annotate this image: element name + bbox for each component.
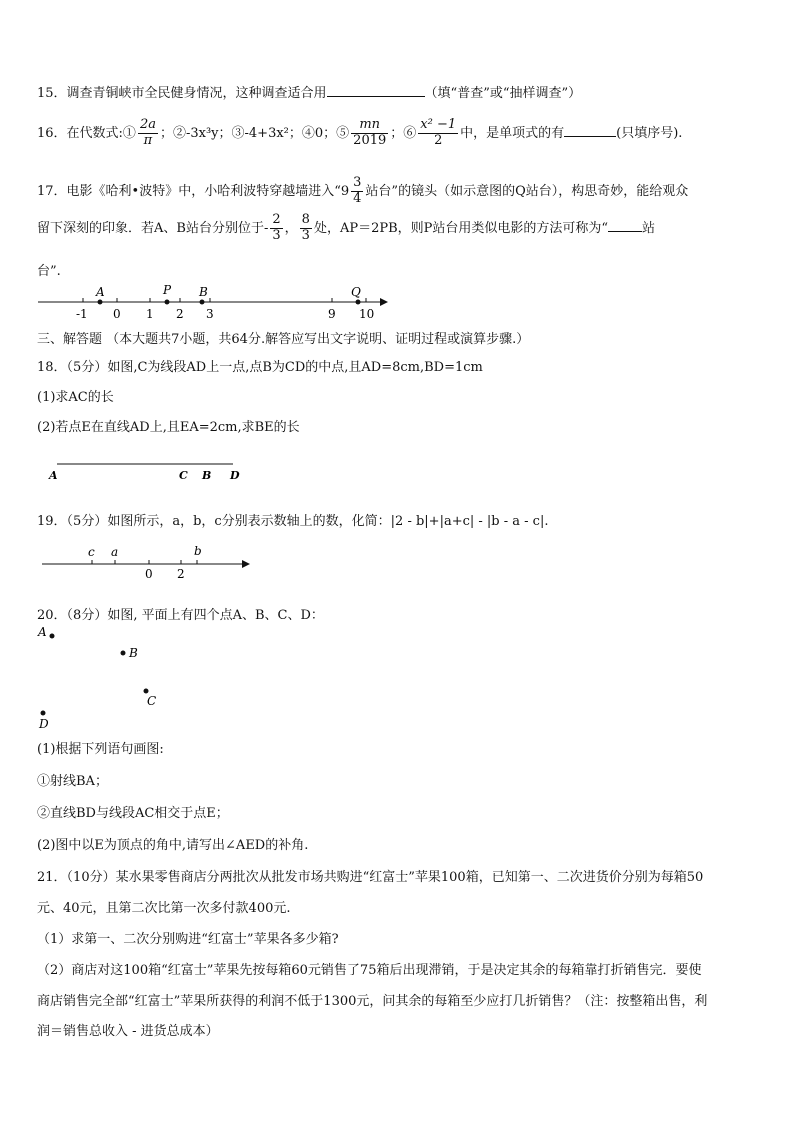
question-20: 20．（8分）如图, 平面上有四个点A、B、C、D： — [37, 608, 324, 623]
fraction-1: $\frac{2a}{\pi}$ — [139, 117, 156, 148]
point-q — [356, 300, 361, 305]
point-c — [144, 689, 149, 694]
question-18: 18．（5分）如图,C为线段AD上一点,点B为CD的中点,且AD=8cm,BD=1cm — [37, 360, 483, 375]
mixed-number-whole: 9 — [340, 183, 350, 199]
tick-label: 1 — [146, 307, 154, 321]
tick-label: 10 — [359, 307, 375, 321]
fraction-a: $\frac{2}{3}$ — [272, 212, 281, 243]
point-b — [121, 651, 126, 656]
answer-blank — [327, 84, 425, 97]
question-16: 16．在代数式:① $\frac{2a}{\pi}$ ；②-3x³y；③-4+3x²；④0；⑤ $\frac{mn}{2019}$ ；⑥ $\frac{\text{x² −1}}{2}$ 中，是单项式的有 (只填序号). — [37, 117, 683, 148]
label-q: Q — [351, 285, 361, 299]
q16-prefix: 16．在代数式:① — [37, 125, 136, 141]
q20-item-1: ①射线BA； — [37, 774, 108, 789]
tick-label: 3 — [206, 307, 214, 321]
label-c: C — [147, 694, 157, 708]
question-19: 19．（5分）如图所示，a，b，c分别表示数轴上的数，化简：|2 - b|+|a+c| - |b - a - c|. — [37, 514, 549, 529]
ticks — [83, 298, 366, 302]
label-b: B — [199, 285, 208, 299]
fraction-6: $\frac{\text{x² −1}}{2}$ — [420, 117, 457, 148]
q18-sub-2: (2)若点E在直线AD上,且EA=2cm,求BE的长 — [37, 420, 300, 435]
number-line-q19 — [38, 540, 258, 582]
q18-sub-1: (1)求AC的长 — [37, 390, 114, 405]
ticks — [92, 560, 197, 564]
label-a: A — [38, 625, 47, 639]
label-a: a — [111, 545, 119, 559]
question-21-line-1: 21．（10分）某水果零售商店分两批次从批发市场共购进“红富士”苹果100箱，已知第一、二次进货价分别为每箱50 — [37, 870, 704, 885]
point-b — [200, 300, 205, 305]
q21-sub-1: （1）求第一、二次分别购进“红富士”苹果各多少箱? — [37, 932, 339, 947]
point-d — [41, 711, 46, 716]
number-line-q17 — [30, 280, 400, 325]
question-21-line-2: 元、40元，且第二次比第一次多付款400元. — [37, 901, 291, 916]
question-15 — [37, 82, 581, 101]
q20-item-2: ②直线BD与线段AC相交于点E； — [37, 806, 229, 821]
label-d: D — [230, 469, 240, 482]
q21-sub-2-line-3: 润＝销售总收入 - 进货总成本） — [37, 1024, 219, 1039]
points-figure-q20 — [30, 622, 180, 734]
point-a — [50, 634, 55, 639]
fraction-b: $\frac{8}{3}$ — [301, 212, 310, 243]
question-17-line-1: 17．电影《哈利•波特》中，小哈利波特穿越墙进入“9 $\frac{3}{4}$ 站台”的镜头（如示意图的Q站台），构思奇妙，能给观众 — [37, 175, 689, 206]
label-a: A — [96, 285, 105, 299]
point-a — [98, 300, 103, 305]
label-b: b — [194, 544, 202, 558]
answer-blank — [608, 219, 642, 232]
label-b: B — [129, 646, 138, 660]
tick-label: 9 — [328, 307, 336, 321]
tick-label: 2 — [176, 307, 184, 321]
label-d: D — [39, 717, 49, 731]
label-a: A — [49, 469, 58, 482]
label-c: C — [179, 469, 188, 482]
section-heading: 三、解答题 （本大题共7小题，共64分.解答应写出文字说明、证明过程或演算步骤.） — [37, 332, 530, 347]
tick-label-2: 2 — [177, 567, 185, 581]
point-p — [165, 300, 170, 305]
tick-label-0: 0 — [145, 567, 153, 581]
tick-label: 0 — [113, 307, 121, 321]
q15-hint: （填“普查”或“抽样调查”） — [424, 86, 582, 101]
q21-sub-2-line-1: （2）商店对这100箱“红富士”苹果先按每箱60元销售了75箱后出现滞销，于是决定其余的每箱靠打折销售完．要使 — [37, 963, 702, 978]
q20-sub-1: (1)根据下列语句画图: — [37, 742, 164, 757]
q15-text: 15．调查青铜峡市全民健身情况，这种调查适合用 — [37, 86, 327, 101]
label-c: c — [88, 545, 95, 559]
label-p: P — [163, 283, 172, 297]
question-17-line-2: 留下深刻的印象．若A、B站台分别位于- $\frac{2}{3}$ ， $\frac{8}{3}$ 处，AP＝2PB，则P站台用类似电影的方法可称为“ 站 — [37, 212, 656, 243]
answer-blank — [564, 124, 616, 137]
label-b: B — [202, 469, 212, 482]
arrow-head — [380, 298, 388, 306]
question-17-line-3: 台”. — [37, 264, 61, 279]
q20-sub-2: (2)图中以E为顶点的角中,请写出∠AED的补角. — [37, 838, 309, 853]
arrow-head — [242, 560, 250, 568]
tick-label: -1 — [76, 307, 88, 321]
segment-figure-q18 — [40, 455, 250, 487]
mixed-number-fraction: $\frac{3}{4}$ — [353, 175, 362, 206]
q16-items: ；②-3x³y；③-4+3x²；④0；⑤ — [159, 125, 350, 141]
fraction-5: $\frac{mn}{2019}$ — [353, 117, 387, 148]
q21-sub-2-line-2: 商店销售完全部“红富士”苹果所获得的利润不低于1300元，问其余的每箱至少应打几折销售？（注：按整箱出售，利 — [37, 994, 708, 1009]
